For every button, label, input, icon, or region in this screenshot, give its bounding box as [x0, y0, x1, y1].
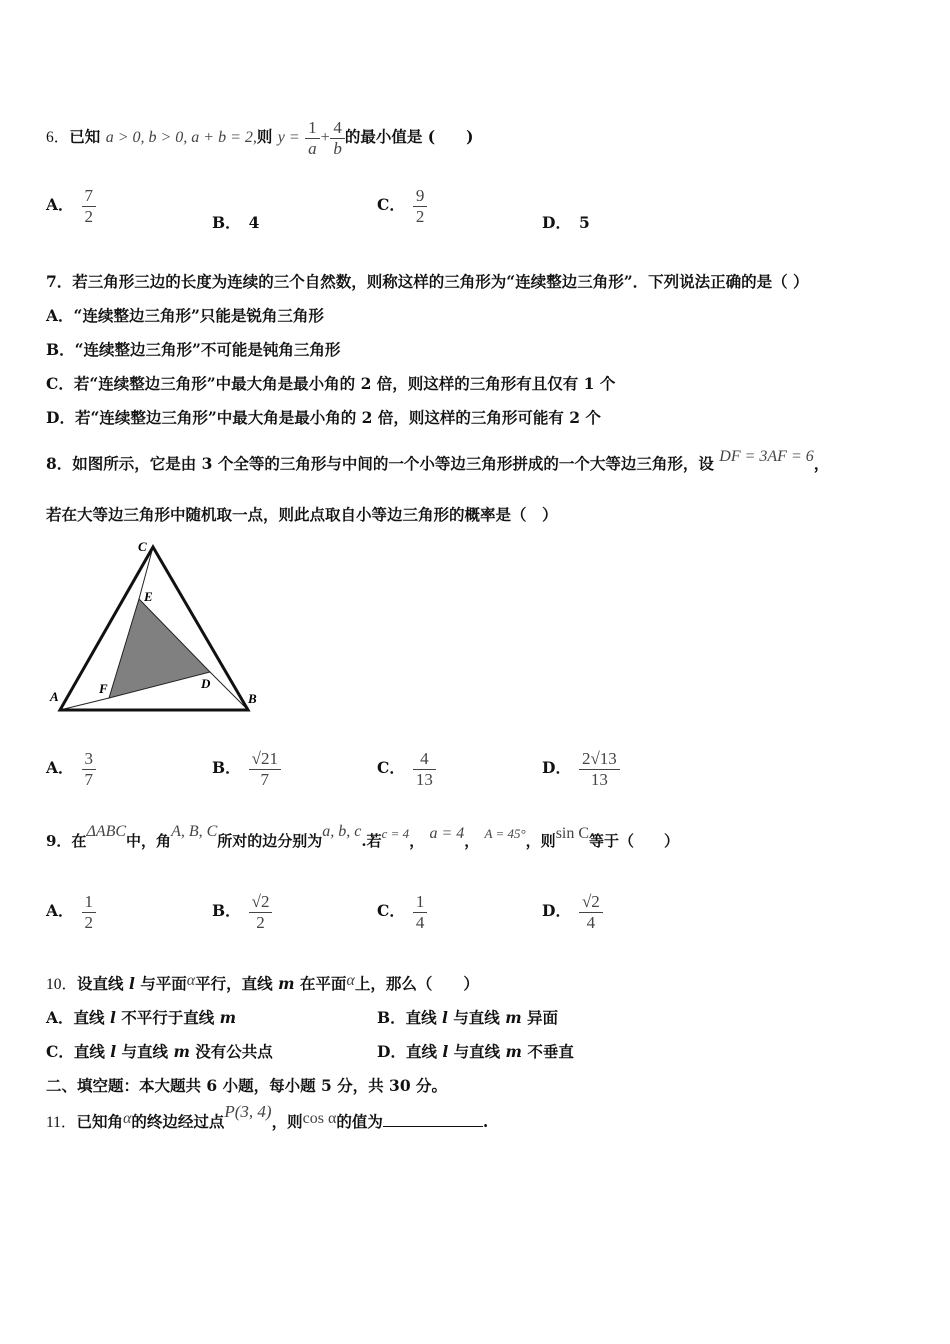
q8-option-c[interactable]: C． $\frac{4}{13}$ — [377, 749, 436, 789]
q10-stem: 10．设直线 l 与平面α平行，直线 m 在平面α上，那么（ ） — [46, 972, 479, 993]
q10-option-b[interactable]: B．直线 l 与直线 m 异面 — [377, 1008, 559, 1027]
q6-option-c[interactable]: C． $\frac{9}{2}$ — [377, 186, 427, 226]
section-2-heading: 二、填空题：本大题共 6 小题，每小题 5 分，共 30 分。 — [46, 1076, 448, 1095]
q6-frac-1: $\frac{1}{a}$ — [305, 118, 320, 158]
q6-option-d[interactable]: D． 5 — [542, 213, 590, 232]
q7-option-c[interactable]: C．若“连续整边三角形”中最大角是最小角的 2 倍，则这样的三角形有且仅有 1 个 — [46, 374, 616, 393]
q7-option-a[interactable]: A．“连续整边三角形”只能是锐角三角形 — [46, 306, 324, 325]
q8-stem-line2: 若在大等边三角形中随机取一点，则此点取自小等边三角形的概率是（ ） — [46, 505, 558, 524]
q9-option-d[interactable]: D． $\frac{√2}{4}$ — [542, 892, 603, 932]
q9-option-a[interactable]: A． $\frac{1}{2}$ — [46, 892, 96, 932]
label-d: D — [201, 676, 211, 691]
label-c: C — [138, 539, 147, 554]
q8-formula: DF = 3AF = 6 — [719, 448, 814, 465]
q8-stem-line1: 8．如图所示，它是由 3 个全等的三角形与中间的一个小等边三角形拼成的一个大等边三角形，设 DF = 3AF = 6， — [46, 448, 830, 473]
q9-option-b[interactable]: B． $\frac{√2}{2}$ — [212, 892, 272, 932]
q7-option-b[interactable]: B．“连续整边三角形”不可能是钝角三角形 — [46, 340, 341, 359]
q8-option-a[interactable]: A． $\frac{3}{7}$ — [46, 749, 96, 789]
q11-stem: 11．已知角α的终边经过点P(3, 4)，则cos α的值为 . — [46, 1102, 489, 1131]
q10-option-a[interactable]: A．直线 l 不平行于直线 m — [46, 1008, 237, 1027]
q8-triangle-figure — [40, 535, 280, 725]
q9-option-c[interactable]: C． $\frac{1}{4}$ — [377, 892, 427, 932]
q10-option-c[interactable]: C．直线 l 与直线 m 没有公共点 — [46, 1042, 273, 1061]
q7-option-d[interactable]: D．若“连续整边三角形”中最大角是最小角的 2 倍，则这样的三角形可能有 2 个 — [46, 408, 601, 427]
q6-option-a[interactable]: A． $\frac{7}{2}$ — [46, 186, 96, 226]
label-e: E — [144, 589, 153, 604]
q7-stem: 7．若三角形三边的长度为连续的三个自然数，则称这样的三角形为“连续整边三角形”．下列说法正确的是（ ） — [46, 272, 809, 291]
q6-y: y = — [277, 129, 300, 147]
label-a: A — [50, 689, 59, 704]
q6-stem: 6．已知 a > 0, b > 0, a + b = 2,则 y = $\frac{1}{a}$ + $\frac{4}{b}$ 的最小值是 ( ) — [46, 118, 474, 158]
q8-option-b[interactable]: B． $\frac{√21}{7}$ — [212, 749, 281, 789]
label-b: B — [248, 691, 257, 706]
q6-option-b[interactable]: B． 4 — [212, 213, 260, 232]
answer-blank[interactable] — [383, 1112, 483, 1127]
q6-frac-2: $\frac{4}{b}$ — [330, 118, 345, 158]
q9-stem: 9．在ΔABC中，角A, B, C所对的边分别为a, b, c.若c = 4， a = 4， A = 45°，则sin C等于（ ） — [46, 823, 680, 850]
q8-option-d[interactable]: D． $\frac{2√13}{13}$ — [542, 749, 620, 789]
q6-condition: a > 0, b > 0, a + b = 2, — [105, 129, 257, 147]
inner-triangle — [109, 599, 210, 698]
label-f: F — [99, 681, 108, 696]
q10-option-d[interactable]: D．直线 l 与直线 m 不垂直 — [377, 1042, 574, 1061]
